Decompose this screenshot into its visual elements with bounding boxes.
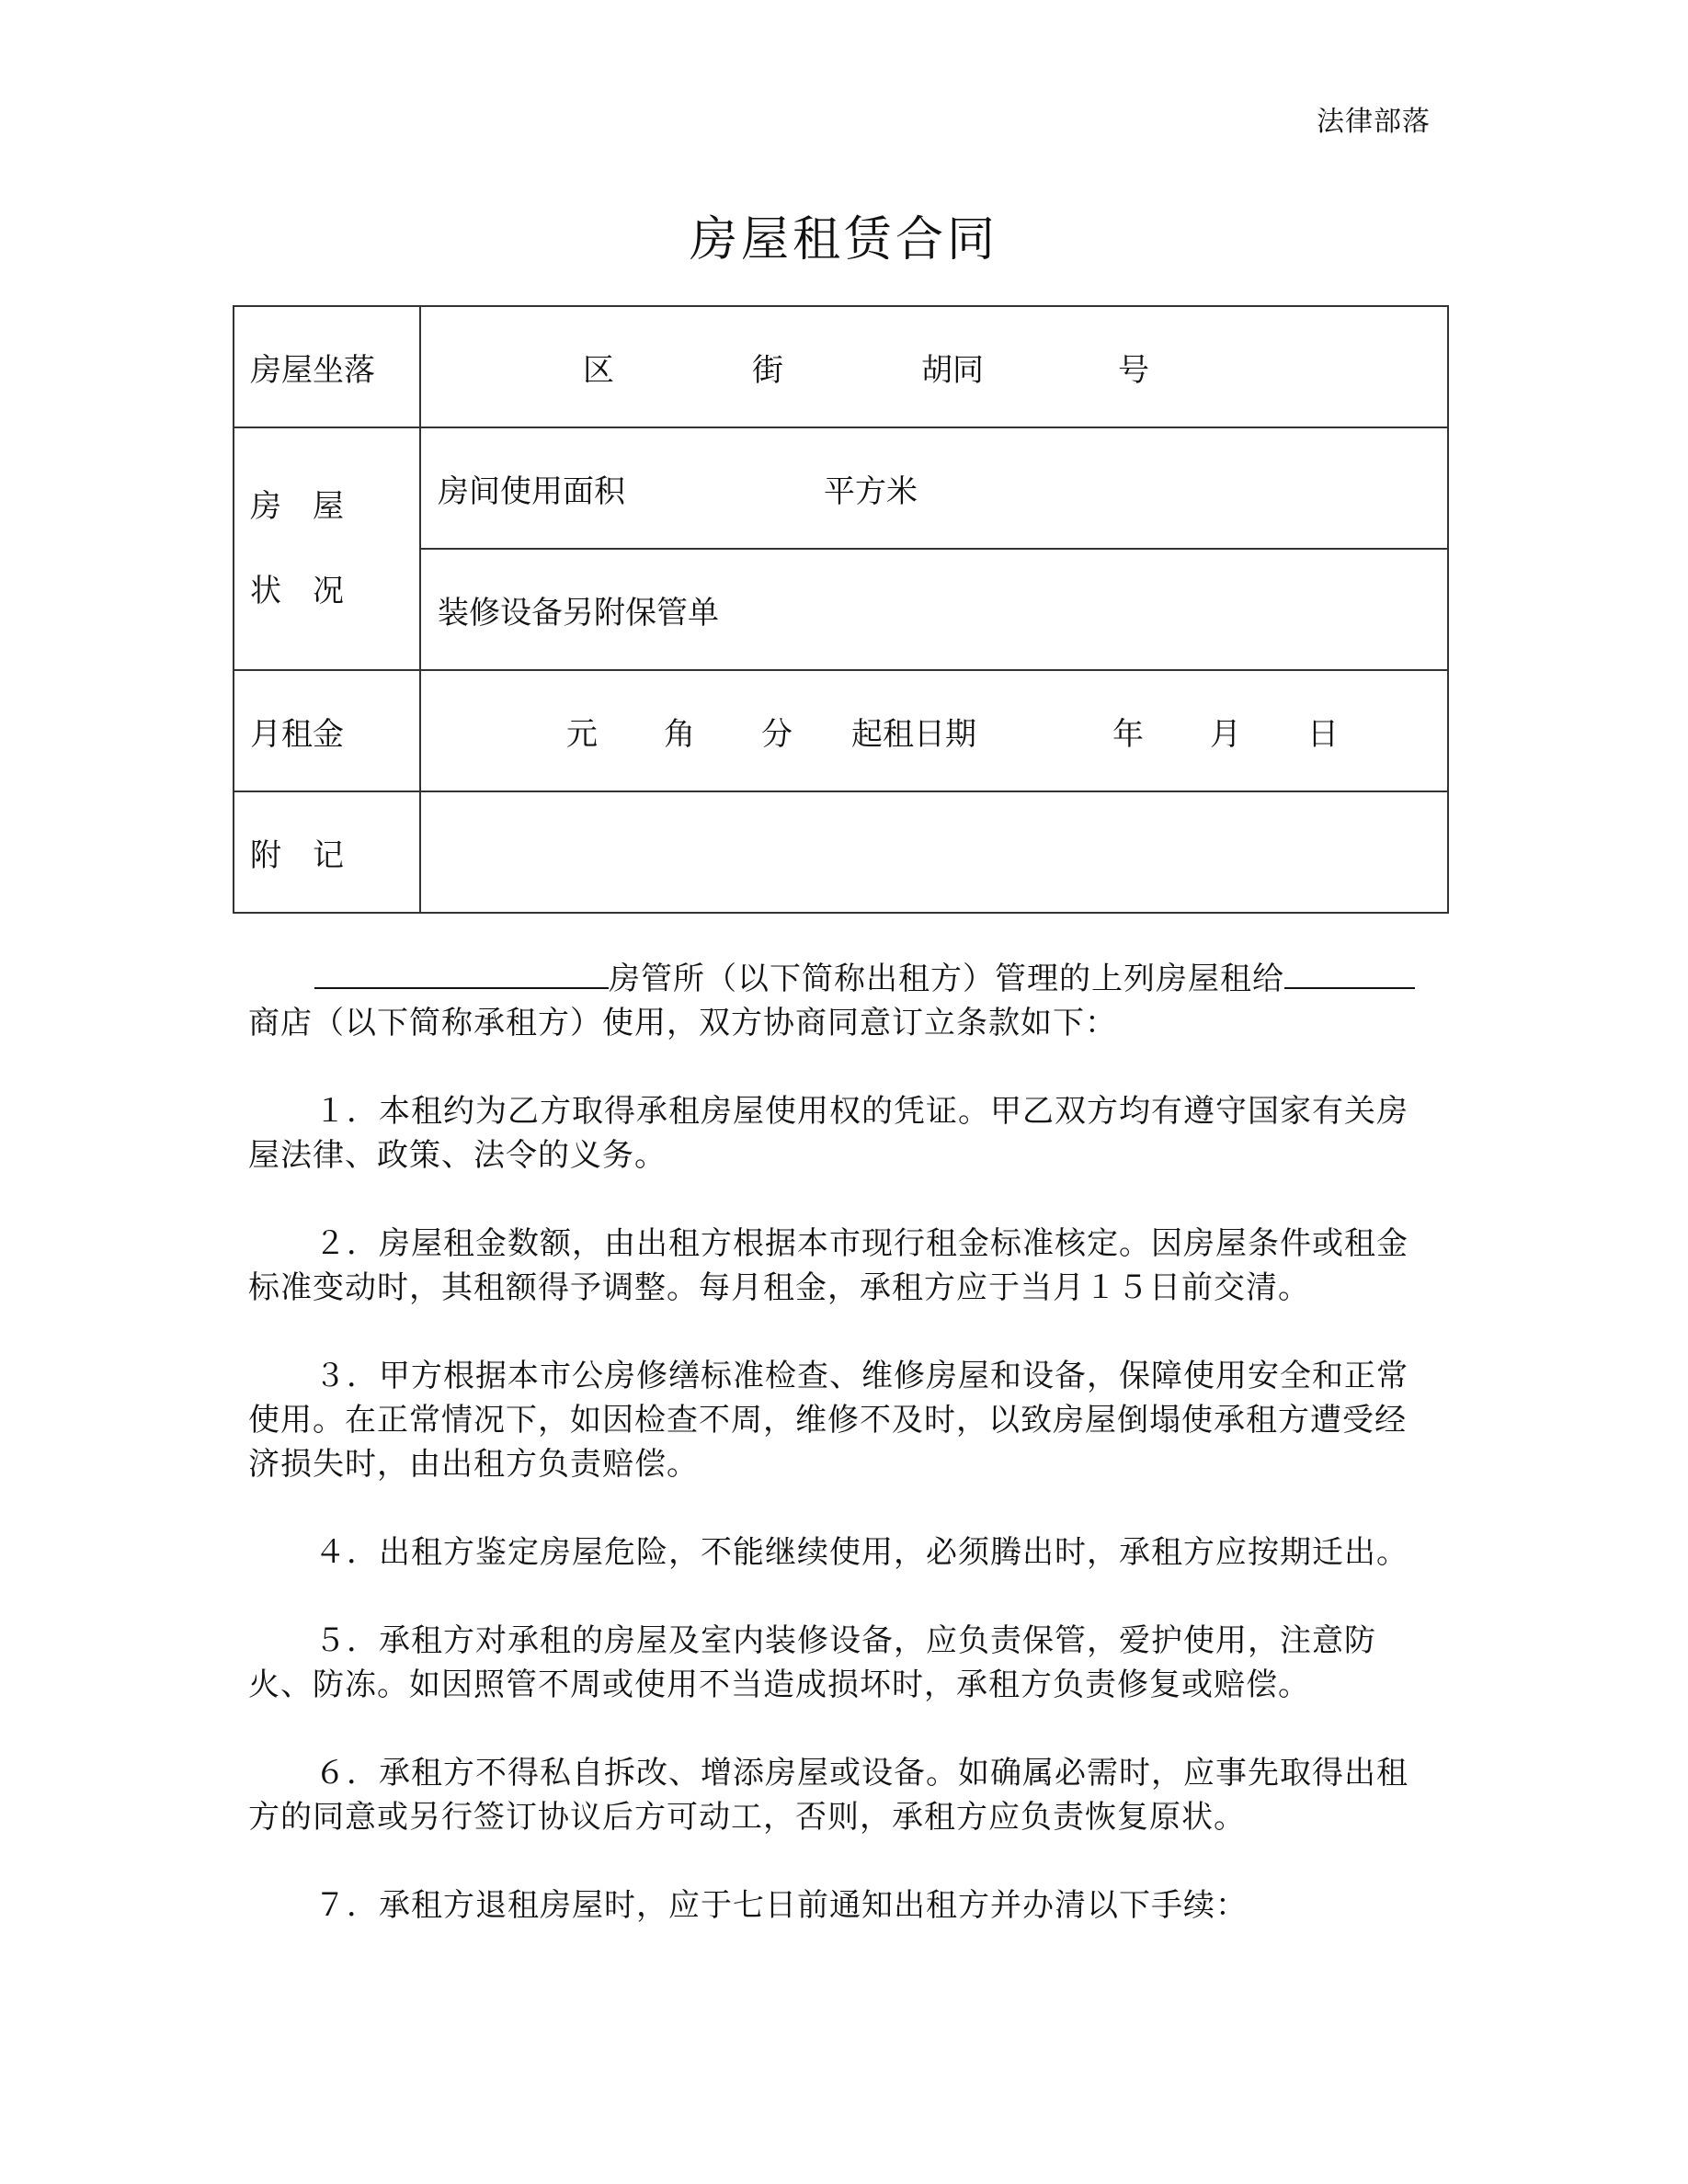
start-year: 年 xyxy=(1112,715,1144,753)
intro-part2: 商店（以下简称承租方）使用，双方协商同意订立条款如下： xyxy=(248,1005,1117,1041)
start-day: 日 xyxy=(1307,715,1339,753)
location-district: 区 xyxy=(583,351,614,389)
status-label-line2: 状 况 xyxy=(250,573,344,609)
intro-part1: 房管所（以下简称出租方）管理的上列房屋租给 xyxy=(609,961,1284,997)
location-label: 房屋坐落 xyxy=(234,306,420,427)
notes-row xyxy=(234,791,1448,913)
area-value xyxy=(420,427,1448,549)
location-number: 号 xyxy=(1118,351,1149,389)
notes-label: 附 记 xyxy=(234,791,420,913)
status-row-area xyxy=(234,427,1448,549)
rent-jiao: 角 xyxy=(664,715,695,753)
lessee-blank xyxy=(1284,956,1415,989)
intro-paragraph xyxy=(248,956,1434,1045)
clause-2: ２．房屋租金数额，由出租方根据本市现行租金标准核定。因房屋条件或租金标准变动时，其租额得予调整。每月租金，承租方应于当月１５日前交清。 xyxy=(248,1225,1409,1306)
status-label-line1: 房 屋 xyxy=(250,488,344,525)
property-info-table xyxy=(233,305,1449,914)
rent-yuan: 元 xyxy=(566,715,598,753)
start-date-label: 起租日期 xyxy=(851,715,976,753)
rent-row xyxy=(234,670,1448,791)
rent-label: 月租金 xyxy=(234,670,420,791)
notes-value xyxy=(420,791,1448,913)
clause-1: １．本租约为乙方取得承租房屋使用权的凭证。甲乙双方均有遵守国家有关房屋法律、政策、法令的义务。 xyxy=(248,1093,1409,1174)
document-title: 房屋租赁合同 xyxy=(689,212,998,267)
area-label: 房间使用面积 xyxy=(438,472,625,510)
clause-4: ４．出租方鉴定房屋危险，不能继续使用，必须腾出时，承租方应按期迁出。 xyxy=(314,1534,1409,1571)
location-hutong: 胡同 xyxy=(921,351,984,389)
clause-3: ３．甲方根据本市公房修缮标准检查、维修房屋和设备，保障使用安全和正常使用。在正常情况下，如因检查不周，维修不及时，以致房屋倒塌使承租方遭受经济损失时，由出租方负责赔偿。 xyxy=(248,1358,1409,1483)
location-row xyxy=(234,306,1448,427)
rent-fen: 分 xyxy=(761,715,793,753)
clause-5: ５．承租方对承租的房屋及室内装修设备，应负责保管，爱护使用，注意防火、防冻。如因照管不周或使用不当造成损坏时，承租方负责修复或赔偿。 xyxy=(248,1622,1376,1703)
location-street: 街 xyxy=(752,351,783,389)
rent-value xyxy=(420,670,1448,791)
header-note: 法律部落 xyxy=(1317,106,1431,138)
clause-7: ７．承租方退租房屋时，应于七日前通知出租方并办清以下手续： xyxy=(314,1887,1248,1924)
start-month: 月 xyxy=(1210,715,1241,753)
status-label xyxy=(234,427,420,670)
clause-6: ６．承租方不得私自拆改、增添房屋或设备。如确属必需时，应事先取得出租方的同意或另行签订协议后方可动工，否则，承租方应负责恢复原状。 xyxy=(248,1755,1409,1836)
contract-body xyxy=(248,956,1434,1972)
location-value xyxy=(420,306,1448,427)
fixtures-value: 装修设备另附保管单 xyxy=(420,549,1448,670)
area-unit: 平方米 xyxy=(824,472,918,510)
lessor-blank xyxy=(314,956,609,989)
